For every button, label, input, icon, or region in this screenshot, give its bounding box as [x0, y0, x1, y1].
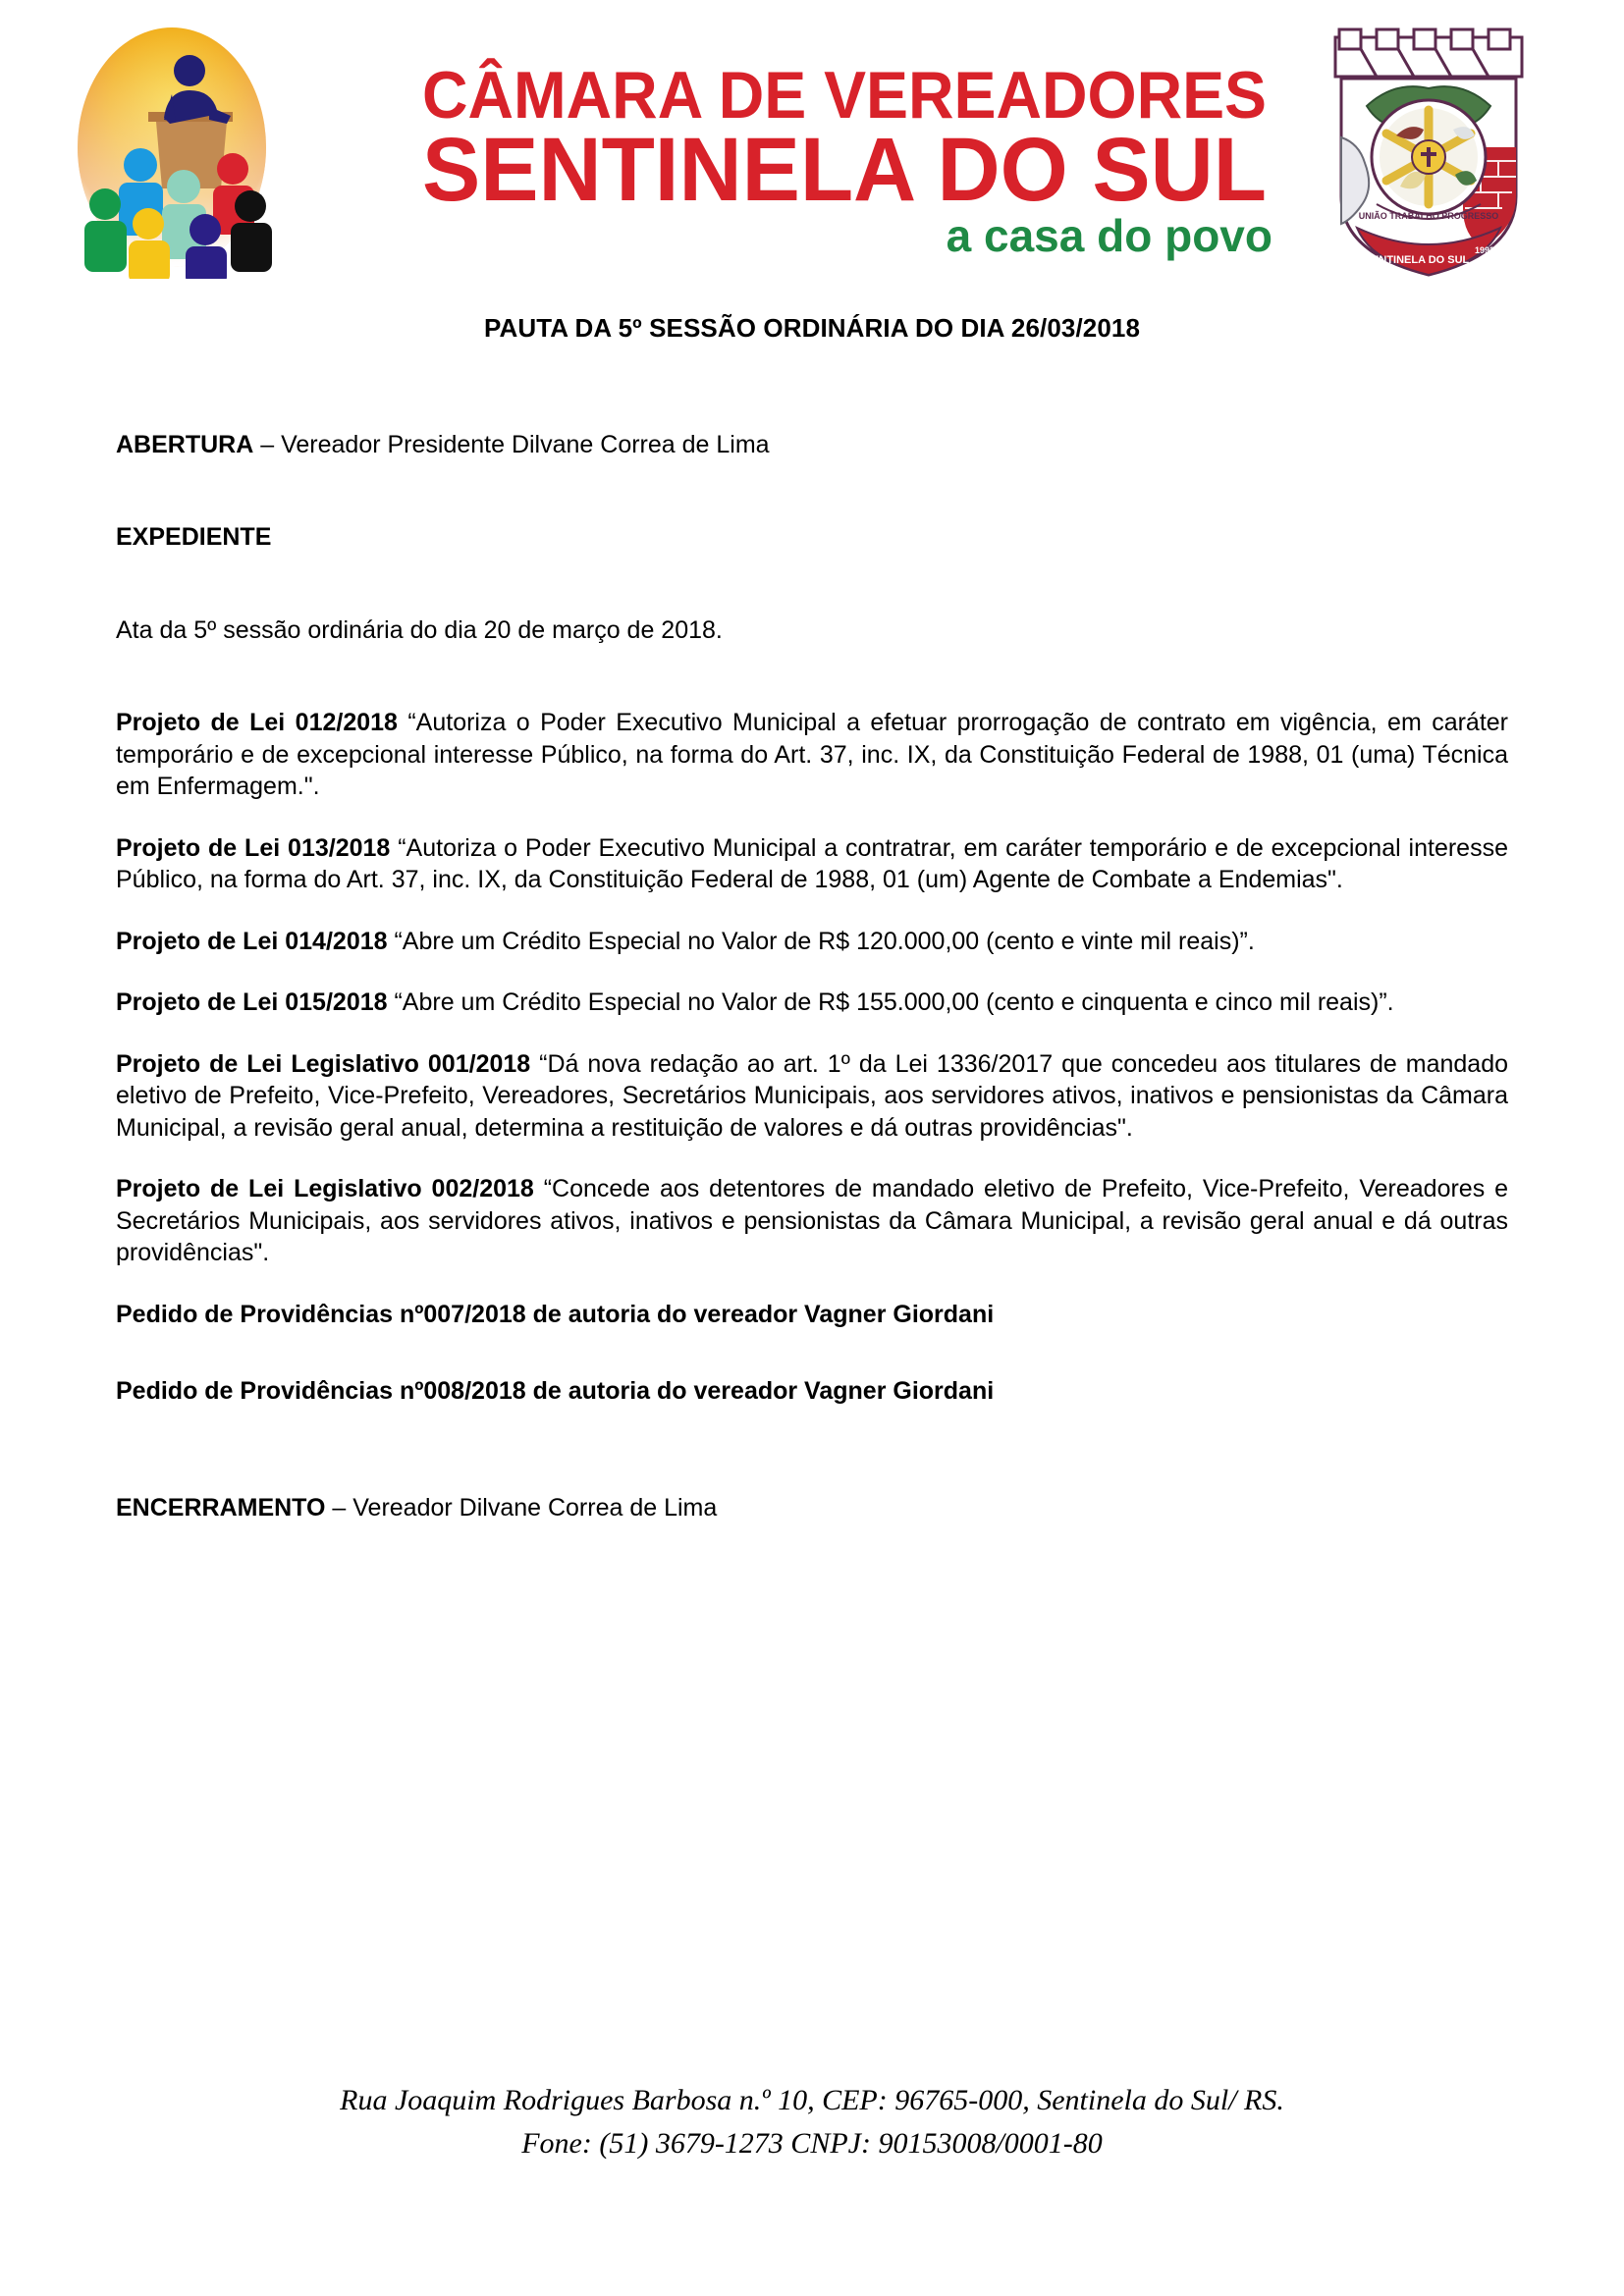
- page-footer: [0, 2079, 1624, 2164]
- projeto-item: [116, 926, 1508, 958]
- projeto-item: [116, 832, 1508, 896]
- page-header: [0, 0, 1624, 294]
- spacer: [116, 345, 1508, 429]
- wordmark-line-2: SENTINELA DO SUL: [422, 120, 1267, 220]
- pedido-providencias-item: Pedido de Providências nº008/2018 de autoria do vereador Vagner Giordani: [116, 1377, 995, 1405]
- spacer: [116, 460, 1508, 521]
- footer-contact: Fone: (51) 3679-1273 CNPJ: 90153008/0001-80: [521, 2126, 1103, 2160]
- projeto-lead: Projeto de Lei Legislativo 001/2018: [116, 1049, 531, 1078]
- projeto-lead: Projeto de Lei 012/2018: [116, 709, 398, 736]
- spacer: [116, 1269, 1508, 1299]
- projeto-body: “Abre um Crédito Especial no Valor de R$ 155.000,00 (cento e cinquenta e cinco mil reais)”.: [387, 988, 1394, 1016]
- projeto-lead: Projeto de Lei Legislativo 002/2018: [116, 1175, 534, 1202]
- brasao-year-text: 1992: [1474, 245, 1495, 255]
- expediente-label: EXPEDIENTE: [116, 523, 272, 551]
- projeto-lead: Projeto de Lei 015/2018: [116, 988, 388, 1016]
- document-body: [0, 312, 1624, 1523]
- wordmark-line-1: CÂMARA DE VEREADORES: [422, 58, 1276, 133]
- projeto-lead: Projeto de Lei 014/2018: [116, 927, 388, 955]
- projeto-lead: Projeto de Lei 013/2018: [116, 833, 391, 862]
- abertura-label: ABERTURA: [116, 430, 254, 458]
- brasao-motto-text: UNIÃO TRABALHO PROGRESSO: [1358, 211, 1499, 221]
- projeto-item: [116, 987, 1508, 1019]
- spacer: [116, 1408, 1508, 1492]
- footer-address: Rua Joaquim Rodrigues Barbosa n.º 10, CEP: 96765-000, Sentinela do Sul/ RS.: [340, 2084, 1284, 2116]
- spacer: [116, 646, 1508, 707]
- encerramento-line: [116, 1492, 1508, 1524]
- projeto-body: “Autoriza o Poder Executivo Municipal a contratrar, em caráter temporário e de excepcional interesse Público, na forma do Art. 37, inc. IX, da Constituição Federal de 1988, 01 (um) Agente de Combate a Endemias".: [116, 833, 1508, 893]
- projeto-body: “Concede aos detentores de mandado eletivo de Prefeito, Vice-Prefeito, Vereadores e Secretários Municipais, aos servidores ativos, inativos e pensionistas da Câmara Municipal, a revisão geral anual e dá outras providências".: [116, 1175, 1508, 1266]
- camara-logo-icon: [54, 22, 290, 279]
- spacer: [116, 957, 1508, 987]
- spacer: [116, 896, 1508, 926]
- abertura-line: [116, 429, 1508, 461]
- encerramento-label: ENCERRAMENTO: [116, 1493, 326, 1522]
- ata-line: Ata da 5º sessão ordinária do dia 20 de março de 2018.: [116, 615, 723, 644]
- spacer: [116, 1330, 1508, 1375]
- brasao-icon: [1306, 20, 1551, 280]
- abertura-text: – Vereador Presidente Dilvane Correa de Lima: [253, 430, 770, 458]
- projeto-body: “Autoriza o Poder Executivo Municipal a efetuar prorrogação de contrato em vigência, em caráter temporário e de excepcional interesse Público, na forma do Art. 37, inc. IX, da Constituição Federal de 1988, 01 (uma) Técnica em Enfermagem.".: [116, 709, 1508, 800]
- spacer: [116, 1019, 1508, 1048]
- projeto-item: [116, 707, 1508, 803]
- projeto-item: [116, 1048, 1508, 1145]
- spacer: [116, 1144, 1508, 1173]
- projeto-body: “Dá nova redação ao art. 1º da Lei 1336/2017 que concedeu aos titulares de mandado eletivo de Prefeito, Vice-Prefeito, Vereadores, Secretários Municipais, aos servidores ativos, inativos e pensionistas da Câmara Municipal, a revisão geral anual, determina a restituição de valores e dá outras providências".: [116, 1049, 1509, 1142]
- wordmark-tagline: a casa do povo: [946, 210, 1272, 261]
- page-title: PAUTA DA 5º SESSÃO ORDINÁRIA DO DIA 26/03/2018: [483, 313, 1141, 343]
- spacer: [116, 554, 1508, 614]
- brasao-name-text: SENTINELA DO SUL: [1364, 254, 1470, 266]
- pedido-providencias-item: Pedido de Providências nº007/2018 de autoria do vereador Vagner Giordani: [116, 1300, 995, 1328]
- camara-wordmark: [422, 47, 1276, 263]
- projeto-body: “Abre um Crédito Especial no Valor de R$ 120.000,00 (cento e vinte mil reais)”.: [387, 927, 1255, 955]
- projeto-item: [116, 1173, 1508, 1269]
- spacer: [116, 803, 1508, 832]
- encerramento-text: – Vereador Dilvane Correa de Lima: [325, 1493, 718, 1522]
